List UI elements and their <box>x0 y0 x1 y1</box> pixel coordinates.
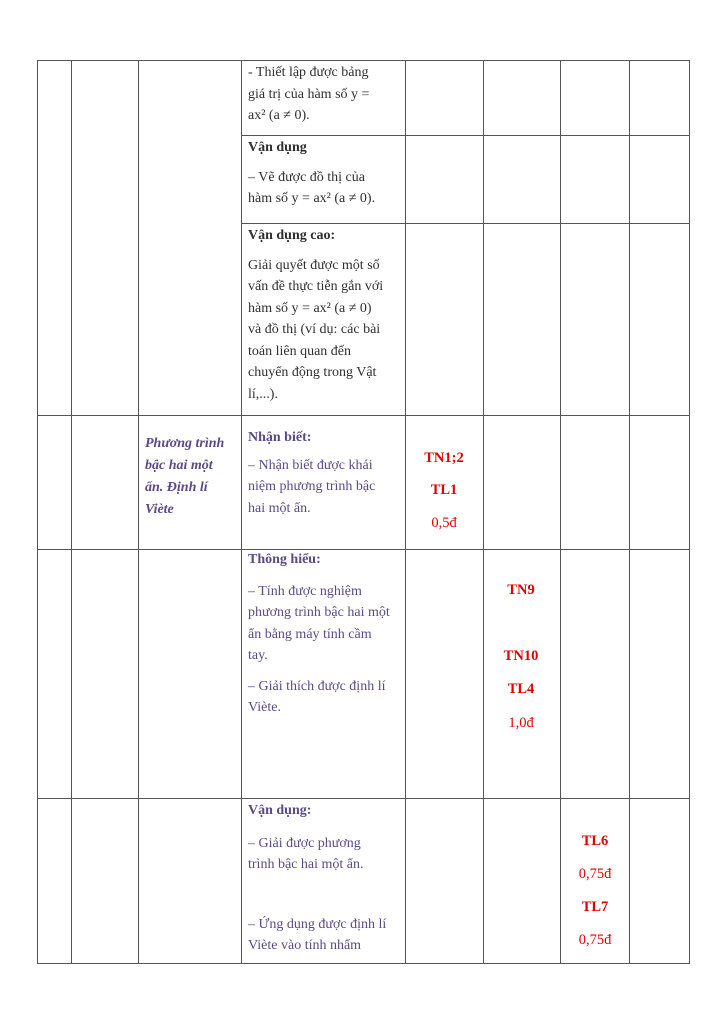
text-line: – Giải thích được định lí <box>248 678 386 694</box>
text-line: lí,...). <box>248 386 278 402</box>
assessment-matrix-table <box>37 60 690 964</box>
text-line: giá trị của hàm số y = <box>248 86 370 102</box>
competency-description <box>248 225 402 405</box>
text-line: hàm số y = ax² (a ≠ 0) <box>248 300 372 316</box>
text-line: bậc hai một <box>145 458 213 473</box>
row-divider <box>241 223 690 224</box>
text-line: – Giải được phương <box>248 835 361 851</box>
text-line: Viète vào tính nhẩm <box>248 938 362 953</box>
text-line: trình bậc hai một ẩn. <box>248 857 364 872</box>
column-divider <box>138 60 139 964</box>
table-border <box>37 60 690 61</box>
score-value: 0,5đ <box>431 515 457 531</box>
column-divider <box>71 60 72 964</box>
table-border <box>37 963 690 964</box>
level-heading: Vận dụng <box>248 140 307 155</box>
text-line: hàm số y = ax² (a ≠ 0). <box>248 191 376 206</box>
text-line: toán liên quan đến <box>248 343 352 359</box>
text-line: vấn đề thực tiễn gắn với <box>248 279 384 294</box>
column-divider <box>241 60 242 964</box>
row-divider <box>241 135 690 136</box>
column-divider <box>560 60 561 964</box>
level-heading: Nhận biết: <box>248 430 312 445</box>
row-divider <box>37 415 690 416</box>
table-border <box>37 60 38 964</box>
text-line: và đồ thị (ví dụ: các bài <box>248 322 381 337</box>
level-heading: Vận dụng: <box>248 803 312 818</box>
competency-description <box>248 427 402 519</box>
text-line: Viète. <box>248 700 281 715</box>
competency-description <box>248 137 402 210</box>
text-line: ax² (a ≠ 0). <box>248 108 310 123</box>
text-line: ẩn. Định lí <box>145 480 208 495</box>
text-line: hai một ẩn. <box>248 500 311 516</box>
column-divider <box>629 60 630 964</box>
question-code: TL6 <box>581 833 609 849</box>
text-line: - Thiết lập được bảng <box>248 65 369 80</box>
text-line: ẩn bằng máy tính cầm <box>248 626 372 642</box>
question-code: TN10 <box>503 648 539 664</box>
competency-description <box>248 62 402 127</box>
question-code: TL4 <box>507 681 535 697</box>
topic-title <box>145 433 239 521</box>
text-line: – Vẽ được đồ thị của <box>248 169 365 185</box>
score-value: 0,75đ <box>578 866 612 882</box>
text-line: Giải quyết được một số <box>248 257 380 273</box>
score-value: 1,0đ <box>508 715 534 731</box>
question-code: TN1;2 <box>424 450 464 466</box>
text-line: Phương trình <box>145 436 225 451</box>
level-heading: Thông hiểu: <box>248 552 321 567</box>
text-line: – Tính được nghiệm <box>248 583 362 599</box>
text-line: niệm phương trình bậc <box>248 479 376 494</box>
score-value: 0,75đ <box>578 932 612 948</box>
text-line: Viète <box>145 502 174 517</box>
level-heading: Vận dụng cao: <box>248 228 336 243</box>
competency-description <box>248 549 402 719</box>
text-line: chuyển động trong Vật <box>248 365 377 380</box>
text-line: – Ứng dụng được định lí <box>248 916 387 932</box>
table-border <box>689 60 690 964</box>
question-code: TN9 <box>507 582 535 598</box>
column-divider <box>483 60 484 964</box>
text-line: tay. <box>248 648 268 663</box>
text-line: – Nhận biết được khái <box>248 457 373 473</box>
question-code: TL7 <box>581 899 609 915</box>
question-code: TL1 <box>430 482 458 498</box>
text-line: phương trình bậc hai một <box>248 605 390 620</box>
column-divider <box>405 60 406 964</box>
row-divider <box>37 798 690 799</box>
competency-description <box>248 800 402 957</box>
